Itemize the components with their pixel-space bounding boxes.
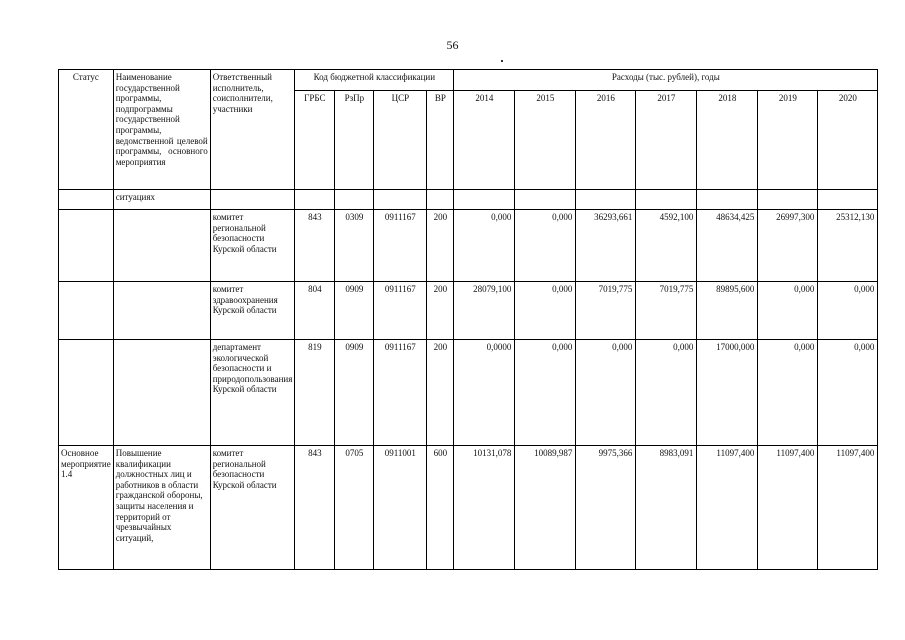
row-value-2014: 10131,078	[454, 446, 515, 570]
header-year-2018: 2018	[697, 91, 758, 190]
row-value-2019: 26997,300	[758, 210, 818, 282]
row-value-2014: 0,000	[454, 210, 515, 282]
header-year-2020: 2020	[818, 91, 878, 190]
header-expenses: Расходы (тыс. рублей), годы	[454, 70, 878, 91]
row-value-2016: 0,000	[576, 340, 636, 446]
table-row	[59, 340, 878, 446]
page-number: 56	[446, 38, 459, 52]
header-name: Наименование государственной программы, подпрограммы государственной программы, ведомственной целевой программы, основного мероприятия	[113, 70, 210, 190]
row-value-2017: 7019,775	[636, 282, 697, 340]
header-budget-code: Код бюджетной классификации	[295, 70, 454, 91]
row-name	[113, 340, 210, 446]
row-status: Основное мероприятие 1.4	[59, 446, 114, 570]
header-year-2014: 2014	[454, 91, 515, 190]
row-value-2019: 11097,400	[758, 446, 818, 570]
continuation-status	[59, 190, 114, 210]
row-value-2019: 0,000	[758, 340, 818, 446]
row-value-2018: 11097,400	[697, 446, 758, 570]
row-value-2014: 0,0000	[454, 340, 515, 446]
row-value-2020: 0,000	[818, 340, 878, 446]
row-vr: 200	[427, 210, 454, 282]
row-status	[59, 340, 114, 446]
row-csr: 0911167	[374, 282, 427, 340]
row-grbs: 843	[295, 210, 335, 282]
scan-dot	[501, 60, 503, 62]
table-row	[59, 282, 878, 340]
row-rzpr: 0909	[335, 340, 374, 446]
header-vr: ВР	[427, 91, 454, 190]
row-value-2016: 7019,775	[576, 282, 636, 340]
row-value-2017: 4592,100	[636, 210, 697, 282]
row-value-2020: 0,000	[818, 282, 878, 340]
row-value-2016: 9975,366	[576, 446, 636, 570]
header-row	[59, 70, 878, 91]
header-year-2015: 2015	[515, 91, 576, 190]
header-year-2017: 2017	[636, 91, 697, 190]
table-row	[59, 446, 878, 570]
continuation-name: ситуациях	[113, 190, 210, 210]
row-name	[113, 282, 210, 340]
header-csr: ЦСР	[374, 91, 427, 190]
row-executor: комитет региональной безопасности Курской области	[210, 210, 295, 282]
header-status: Статус	[59, 70, 114, 190]
row-value-2017: 8983,091	[636, 446, 697, 570]
row-rzpr: 0909	[335, 282, 374, 340]
row-vr: 200	[427, 282, 454, 340]
row-executor: департамент экологической безопасности и природопользования Курской области	[210, 340, 295, 446]
row-executor: комитет здравоохранения Курской области	[210, 282, 295, 340]
row-value-2015: 10089,987	[515, 446, 576, 570]
row-rzpr: 0705	[335, 446, 374, 570]
row-value-2017: 0,000	[636, 340, 697, 446]
row-value-2015: 0,000	[515, 210, 576, 282]
row-value-2018: 89895,600	[697, 282, 758, 340]
table-row	[59, 210, 878, 282]
row-grbs: 819	[295, 340, 335, 446]
row-grbs: 843	[295, 446, 335, 570]
row-value-2020: 25312,130	[818, 210, 878, 282]
row-value-2018: 17000,000	[697, 340, 758, 446]
row-name: Повышение квалификации должностных лиц и работников в области гражданской обороны, защиты населения и территорий от чрезвычайных ситуаций,	[113, 446, 210, 570]
header-year-2016: 2016	[576, 91, 636, 190]
row-value-2020: 11097,400	[818, 446, 878, 570]
row-value-2014: 28079,100	[454, 282, 515, 340]
row-vr: 600	[427, 446, 454, 570]
header-rzpr: РзПр	[335, 91, 374, 190]
continuation-row	[59, 190, 878, 210]
row-name	[113, 210, 210, 282]
row-rzpr: 0309	[335, 210, 374, 282]
row-status	[59, 210, 114, 282]
header-grbs: ГРБС	[295, 91, 335, 190]
row-value-2019: 0,000	[758, 282, 818, 340]
header-executor: Ответственный исполнитель, соисполнители, участники	[210, 70, 295, 190]
budget-table	[58, 69, 878, 570]
row-value-2018: 48634,425	[697, 210, 758, 282]
row-csr: 0911001	[374, 446, 427, 570]
row-grbs: 804	[295, 282, 335, 340]
row-vr: 200	[427, 340, 454, 446]
header-year-2019: 2019	[758, 91, 818, 190]
row-status	[59, 282, 114, 340]
row-executor: комитет региональной безопасности Курской области	[210, 446, 295, 570]
row-value-2015: 0,000	[515, 340, 576, 446]
row-value-2015: 0,000	[515, 282, 576, 340]
row-csr: 0911167	[374, 210, 427, 282]
row-value-2016: 36293,661	[576, 210, 636, 282]
row-csr: 0911167	[374, 340, 427, 446]
